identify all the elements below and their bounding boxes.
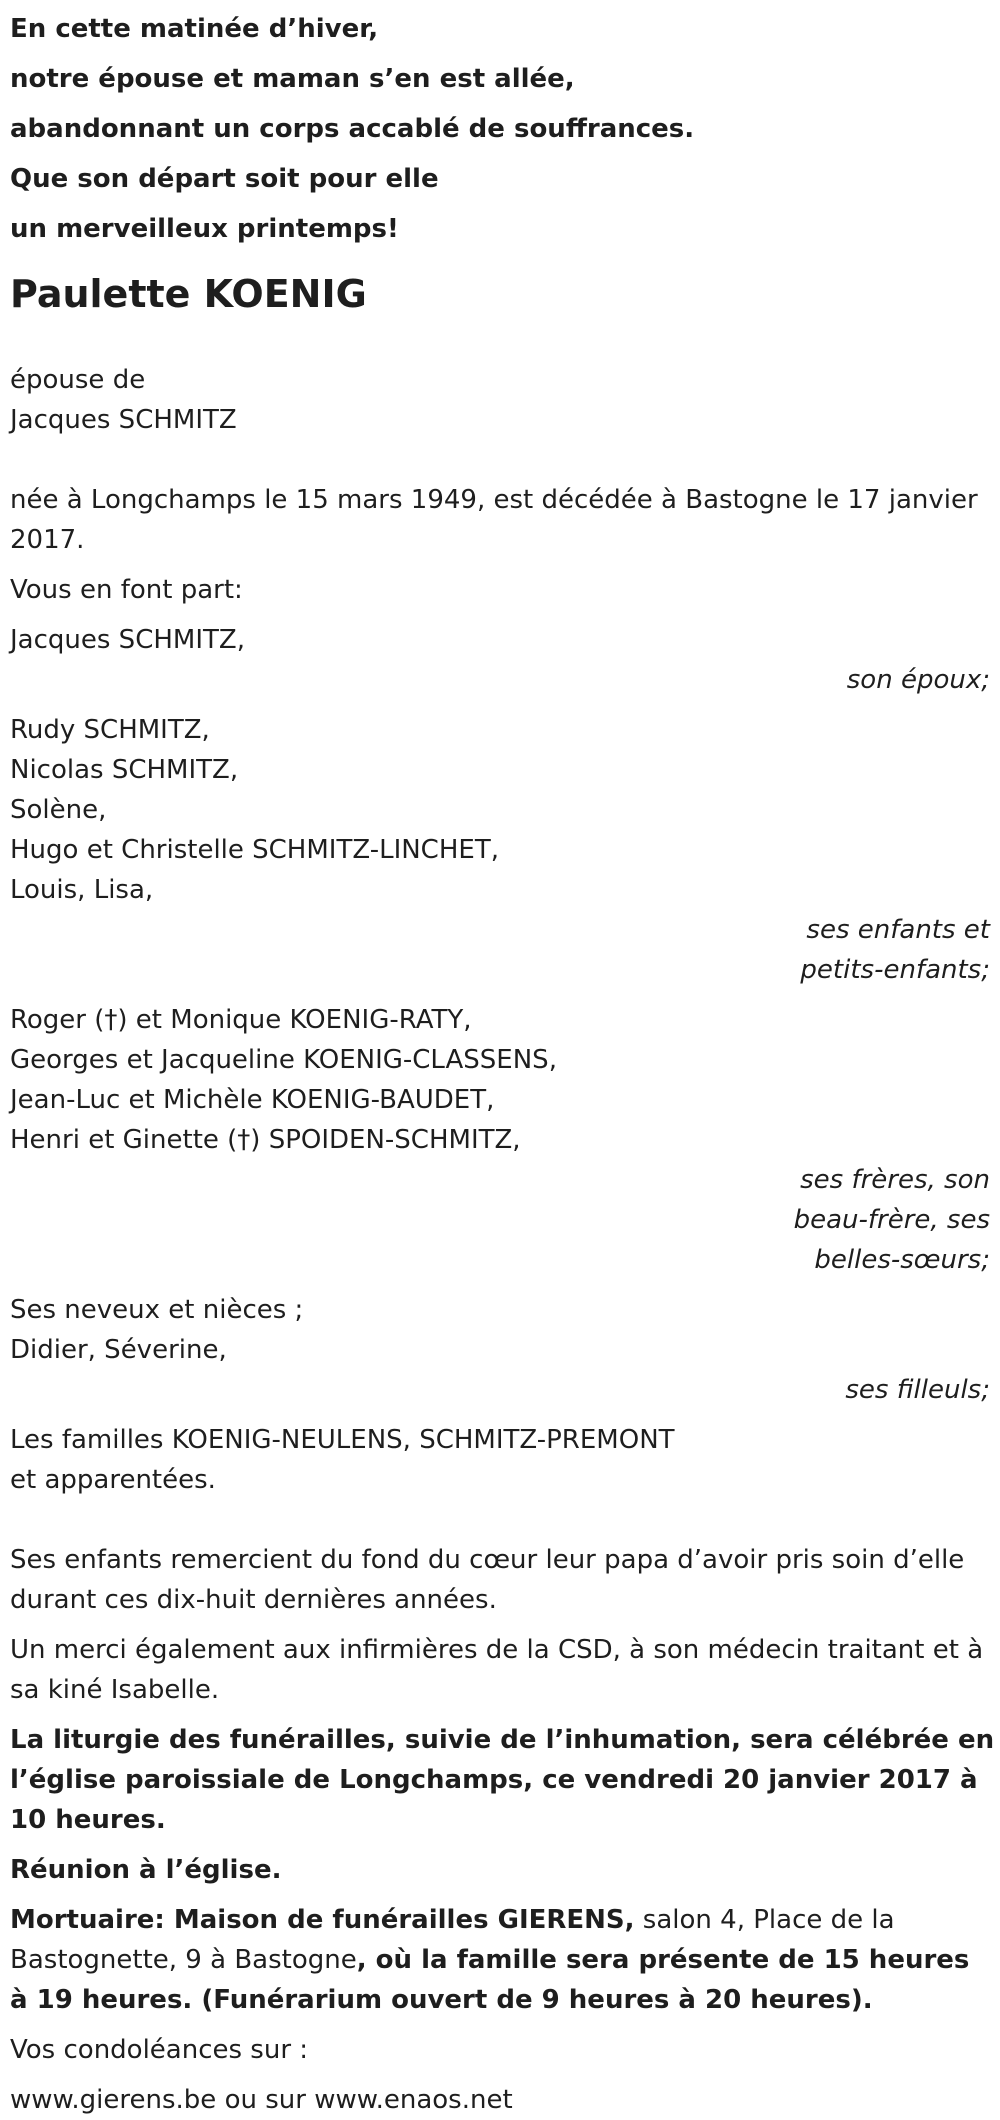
spouse-intro: épouse de — [10, 365, 146, 395]
meeting-text: Réunion à l’église. — [10, 1855, 282, 1885]
siblings-role: ses frères, son beau-frère, ses belles-sœurs; — [793, 1165, 990, 1275]
condolences-text: Vos condoléances sur : — [10, 2035, 309, 2065]
birth-death-text: née à Longchamps le 15 mars 1949, est décédée à Bastogne le 17 janvier 2017. — [10, 485, 978, 555]
godchildren-names: Didier, Séverine, — [10, 1335, 227, 1365]
families-text: Les familles KOENIG-NEULENS, SCHMITZ-PREMONT — [10, 1425, 675, 1455]
list-item: Henri et Ginette (†) SPOIDEN-SCHMITZ, — [10, 1125, 521, 1155]
thanks-paragraph: Ses enfants remercient du fond du cœur leur papa d’avoir pris soin d’elle durant ces dix-huit dernières années. — [10, 1545, 965, 1615]
poem — [10, 4, 1000, 254]
poem-line: abandonnant un corps accablé de souffrances. — [10, 114, 695, 144]
nephews-text: Ses neveux et nièces ; — [10, 1295, 304, 1325]
children-list — [10, 710, 1000, 910]
list-item: Nicolas SCHMITZ, — [10, 755, 239, 785]
families-text-2: et apparentées. — [10, 1465, 216, 1495]
list-item: Rudy SCHMITZ, — [10, 715, 210, 745]
mortuary-presence: , où la famille sera présente de 15 heures à 19 heures. (Funérarium ouvert de 9 heures à 20 heures). — [10, 1945, 970, 2015]
mortuary-text — [10, 1900, 995, 2020]
list-item: Georges et Jacqueline KOENIG-CLASSENS, — [10, 1045, 557, 1075]
husband-role: son époux; — [846, 665, 990, 695]
thanks-paragraph-2: Un merci également aux infirmières de la CSD, à son médecin traitant et à sa kiné Isabelle. — [10, 1635, 984, 1705]
poem-line: un merveilleux printemps! — [10, 214, 399, 244]
children-role: ses enfants et petits-enfants; — [800, 915, 990, 985]
godchildren-role: ses filleuls; — [845, 1375, 990, 1405]
mortuary-address: salon 4, Place de la Bastognette, 9 à Bastogne — [10, 1905, 895, 1975]
obituary-content — [10, 4, 1000, 2120]
list-item: Hugo et Christelle SCHMITZ-LINCHET, — [10, 835, 499, 865]
list-item: Solène, — [10, 795, 107, 825]
poem-line: En cette matinée d’hiver, — [10, 14, 379, 44]
mortuary-label: Mortuaire: Maison de funérailles GIERENS, — [10, 1905, 635, 1935]
liturgy-text: La liturgie des funérailles, suivie de l’inhumation, sera célébrée en l’église paroissiale de Longchamps, ce vendredi 20 janvier 2017 à 10 heures. — [10, 1725, 995, 1835]
husband-name: Jacques SCHMITZ, — [10, 625, 245, 655]
announcement-intro: Vous en font part: — [10, 575, 243, 605]
condolence-websites: www.gierens.be ou sur www.enaos.net — [10, 2085, 513, 2115]
siblings-list — [10, 1000, 1000, 1160]
deceased-name: Paulette KOENIG — [10, 272, 367, 316]
list-item: Jean-Luc et Michèle KOENIG-BAUDET, — [10, 1085, 495, 1115]
spouse-name: Jacques SCHMITZ — [10, 405, 237, 435]
poem-line: Que son départ soit pour elle — [10, 164, 439, 194]
list-item: Louis, Lisa, — [10, 875, 154, 905]
poem-line: notre épouse et maman s’en est allée, — [10, 64, 575, 94]
list-item: Roger (†) et Monique KOENIG-RATY, — [10, 1005, 472, 1035]
